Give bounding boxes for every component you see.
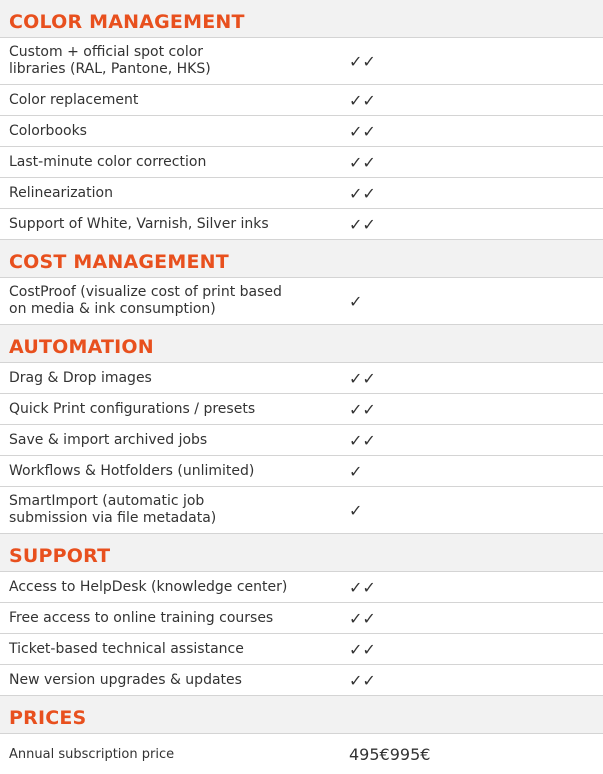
feature-label-line: Annual subscription price <box>9 746 175 762</box>
feature-label-line: Ticket-based technical assistance <box>9 640 244 657</box>
check-icon: ✓ <box>362 430 376 450</box>
check-icon: ✓ <box>349 90 363 110</box>
feature-label-line: Free access to online training courses <box>9 609 274 626</box>
feature-label-line: Drag & Drop images <box>9 369 152 386</box>
feature-label <box>0 401 349 418</box>
section-header-cost-management <box>0 240 603 278</box>
check-icon: ✓ <box>362 51 376 71</box>
feature-label-line: on media & ink consumption) <box>9 301 216 317</box>
check-icon: ✓ <box>362 90 376 110</box>
feature-label <box>0 92 349 109</box>
check-icon: ✓ <box>362 608 376 628</box>
check-icon: ✓ <box>349 121 363 141</box>
feature-label <box>0 610 349 627</box>
check-icon: ✓ <box>349 214 363 234</box>
check-icon: ✓ <box>362 639 376 659</box>
feature-row <box>0 572 603 603</box>
check-icon: ✓ <box>349 577 363 597</box>
check-icon: ✓ <box>349 51 363 71</box>
feature-label-line: Support of White, Varnish, Silver inks <box>9 215 269 232</box>
check-icon: ✓ <box>349 670 363 690</box>
section-header-support <box>0 534 603 572</box>
section-title: AUTOMATION <box>9 336 154 358</box>
check-icon: ✓ <box>362 183 376 203</box>
feature-row <box>0 394 603 425</box>
feature-row <box>0 456 603 487</box>
check-icon: ✓ <box>349 461 363 481</box>
section-header-automation <box>0 325 603 363</box>
check-icon: ✓ <box>362 670 376 690</box>
section-header-color-management <box>0 0 603 38</box>
price-value-2: 995€ <box>389 744 431 764</box>
feature-label-line: Access to HelpDesk (knowledge center) <box>9 578 288 595</box>
check-icon: ✓ <box>349 183 363 203</box>
section-title: SUPPORT <box>9 545 111 567</box>
feature-row <box>0 425 603 456</box>
check-icon: ✓ <box>349 608 363 628</box>
check-icon: ✓ <box>349 291 363 311</box>
feature-row <box>0 85 603 116</box>
feature-label-line: Workflows & Hotfolders (unlimited) <box>9 462 255 479</box>
check-icon: ✓ <box>362 368 376 388</box>
section-title: PRICES <box>9 707 87 729</box>
feature-label <box>0 44 349 78</box>
feature-row <box>0 209 603 240</box>
feature-row <box>0 116 603 147</box>
check-icon: ✓ <box>362 214 376 234</box>
feature-label-line: Colorbooks <box>9 122 87 139</box>
feature-row <box>0 665 603 696</box>
feature-row <box>0 363 603 394</box>
section-title: COST MANAGEMENT <box>9 251 229 273</box>
feature-label <box>0 463 349 480</box>
price-row <box>0 734 603 774</box>
feature-label-line: Last-minute color correction <box>9 153 207 170</box>
feature-label <box>0 432 349 449</box>
check-icon: ✓ <box>349 399 363 419</box>
check-icon: ✓ <box>349 500 363 520</box>
feature-label <box>0 216 349 233</box>
feature-label <box>0 641 349 658</box>
price-value-1: 495€ <box>349 744 390 764</box>
check-icon: ✓ <box>362 577 376 597</box>
feature-row <box>0 634 603 665</box>
feature-row <box>0 278 603 325</box>
check-icon: ✓ <box>349 430 363 450</box>
feature-label-line: SmartImport (automatic job <box>9 493 205 509</box>
feature-label-line: New version upgrades & updates <box>9 671 242 688</box>
check-icon: ✓ <box>362 152 376 172</box>
feature-label-line: Save & import archived jobs <box>9 431 208 448</box>
check-icon: ✓ <box>362 399 376 419</box>
check-icon: ✓ <box>349 152 363 172</box>
feature-label <box>0 185 349 202</box>
feature-row <box>0 603 603 634</box>
feature-label <box>0 579 349 596</box>
check-icon: ✓ <box>362 121 376 141</box>
feature-label <box>0 284 349 318</box>
check-icon: ✓ <box>349 639 363 659</box>
feature-label <box>0 370 349 387</box>
feature-label-line: Quick Print configurations / presets <box>9 400 256 417</box>
section-header-prices <box>0 696 603 734</box>
feature-label-line: Relinearization <box>9 184 113 201</box>
feature-label <box>0 493 349 527</box>
section-title: COLOR MANAGEMENT <box>9 11 245 33</box>
feature-label-line: submission via file metadata) <box>9 510 217 526</box>
feature-label-line: Custom + official spot color <box>9 44 204 60</box>
feature-label <box>0 672 349 689</box>
check-icon: ✓ <box>349 368 363 388</box>
feature-label <box>0 154 349 171</box>
feature-row <box>0 147 603 178</box>
feature-row <box>0 178 603 209</box>
feature-label <box>0 123 349 140</box>
feature-label-line: CostProof (visualize cost of print based <box>9 284 282 300</box>
feature-row <box>0 38 603 85</box>
feature-label-line: libraries (RAL, Pantone, HKS) <box>9 61 211 77</box>
feature-label <box>0 746 349 763</box>
feature-row <box>0 487 603 534</box>
feature-label-line: Color replacement <box>9 91 139 108</box>
